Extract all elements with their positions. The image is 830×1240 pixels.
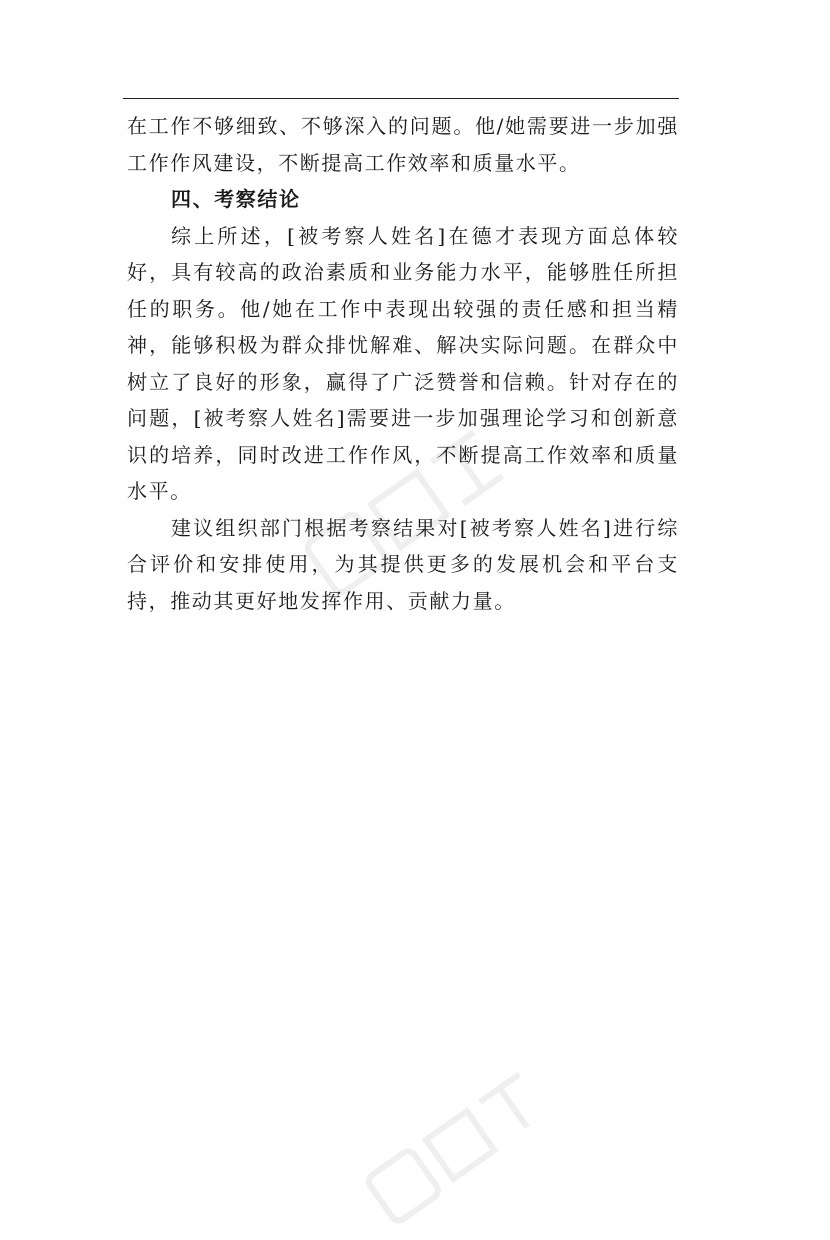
section-heading: 四、考察结论 bbox=[171, 187, 301, 211]
header-rule bbox=[123, 98, 679, 99]
conclusion-paragraph: 综上所述，[被考察人姓名]在德才表现方面总体较好，具有较高的政治素质和业务能力水平，能够胜任所担任的职务。他/她在工作中表现出较强的责任感和担当精神，能够积极为群众排忧解难、解决实际问题。在群众中树立了良好的形象，赢得了广泛赞誉和信赖。针对存在的问题，[被考察人姓名]需要进一步加强理论学习和创新意识的培养，同时改进工作作风，不断提高工作效率和质量水平。 bbox=[127, 223, 679, 503]
watermark-logo-icon bbox=[355, 1060, 565, 1240]
recommendation-paragraph: 建议组织部门根据考察结果对[被考察人姓名]进行综合评价和安排使用，为其提供更多的发展机会和平台支持，推动其更好地发挥作用、贡献力量。 bbox=[127, 515, 679, 613]
document-body bbox=[127, 108, 679, 619]
continuation-paragraph: 在工作不够细致、不够深入的问题。他/她需要进一步加强工作作风建设，不断提高工作效率和质量水平。 bbox=[127, 114, 679, 175]
